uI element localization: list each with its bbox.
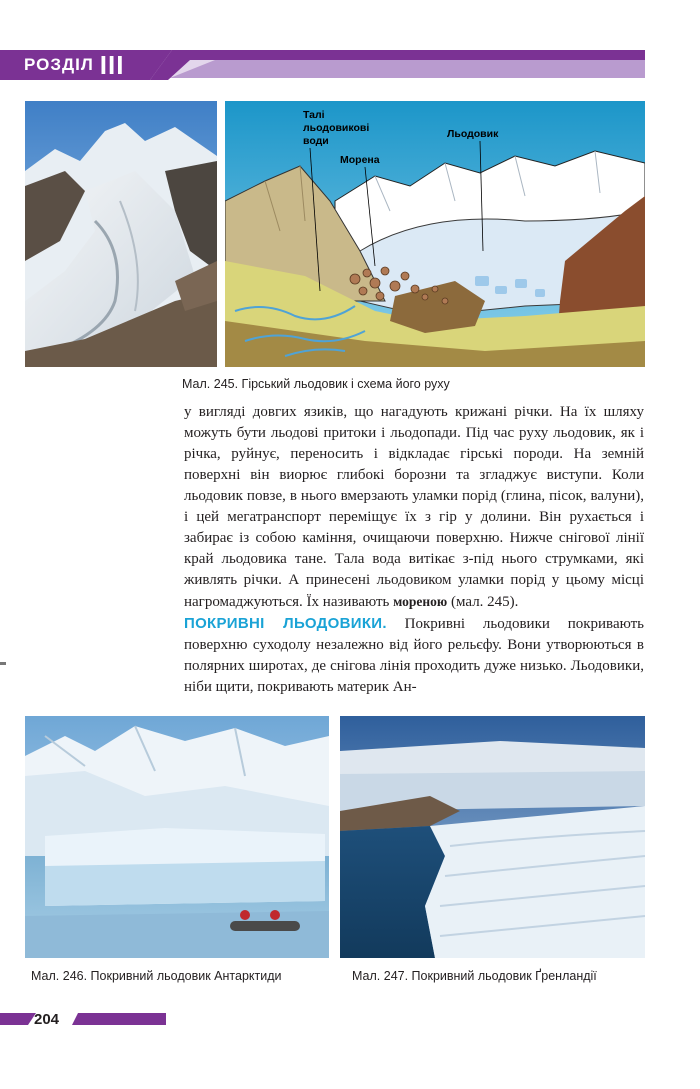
section-number: III [99,50,125,80]
section-label [24,50,124,80]
antarctica-ice-sheet-photo [25,716,329,958]
page-number: 204 [34,1011,60,1028]
moraine-label: Морена [340,154,380,166]
greenland-ice-sheet-photo [340,716,645,958]
figure-246-caption: Мал. 246. Покривний льодовик Антарктиди [31,969,282,983]
glacier-movement-diagram [225,101,645,367]
term-moraine: мореною [393,594,448,609]
figure-247-caption: Мал. 247. Покривний льодовик Ґренландії [352,969,597,983]
paragraph-glacier-movement [184,402,644,613]
figure-245-caption: Мал. 245. Гірський льодовик і схема його руху [182,377,450,391]
glacier-label: Льодовик [447,128,499,140]
margin-mark [0,662,6,665]
paragraph-2-text: Покривні льодовики покривають поверхню суходолу незалежно від його рельєфу. Вони утворюються в полярних широтах, де снігова лінія проходить дуже низько. Льодовики, ніби щити, покривають материк Ан- [184,616,645,695]
meltwater-label-line1: Талі [303,109,325,121]
paragraph-1-reference: (мал. 245). [451,594,519,610]
main-text [184,402,644,698]
paragraph-1-text: у вигляді довгих язиків, що нагадують крижані річки. На їх шляху можуть бути льодові притоки і льодопади. Під час руху льодовик, як і річка, руйнує, переносить і відкладає гірські породи. На земній поверхні він виорює глибокі борозни та згладжує виступи. Коли льодовик повзе, в нього вмерзають уламки порід (глина, пісок, валуни), і цей мегатранспорт переміщує їх з гір у долини. Він рухається і забирає із собою каміння, очищаючи поверхню. Нижче снігової лінії край льодовика тане. Тала вода витікає з-під нього струмками, які живлять річки. А принесені льодовиком уламки порід у цьому місці нагромаджуються. Їх називають [184,404,644,610]
section-word: РОЗДІЛ [24,55,94,74]
mountain-glacier-photo [25,101,217,367]
paragraph-continental-glaciers [184,613,644,698]
meltwater-label-line2: льодовикові [303,122,370,134]
meltwater-label-line3: води [303,135,329,147]
footer-band [0,1005,700,1045]
section-heading: ПОКРИВНІ ЛЬОДОВИКИ. [184,615,387,632]
